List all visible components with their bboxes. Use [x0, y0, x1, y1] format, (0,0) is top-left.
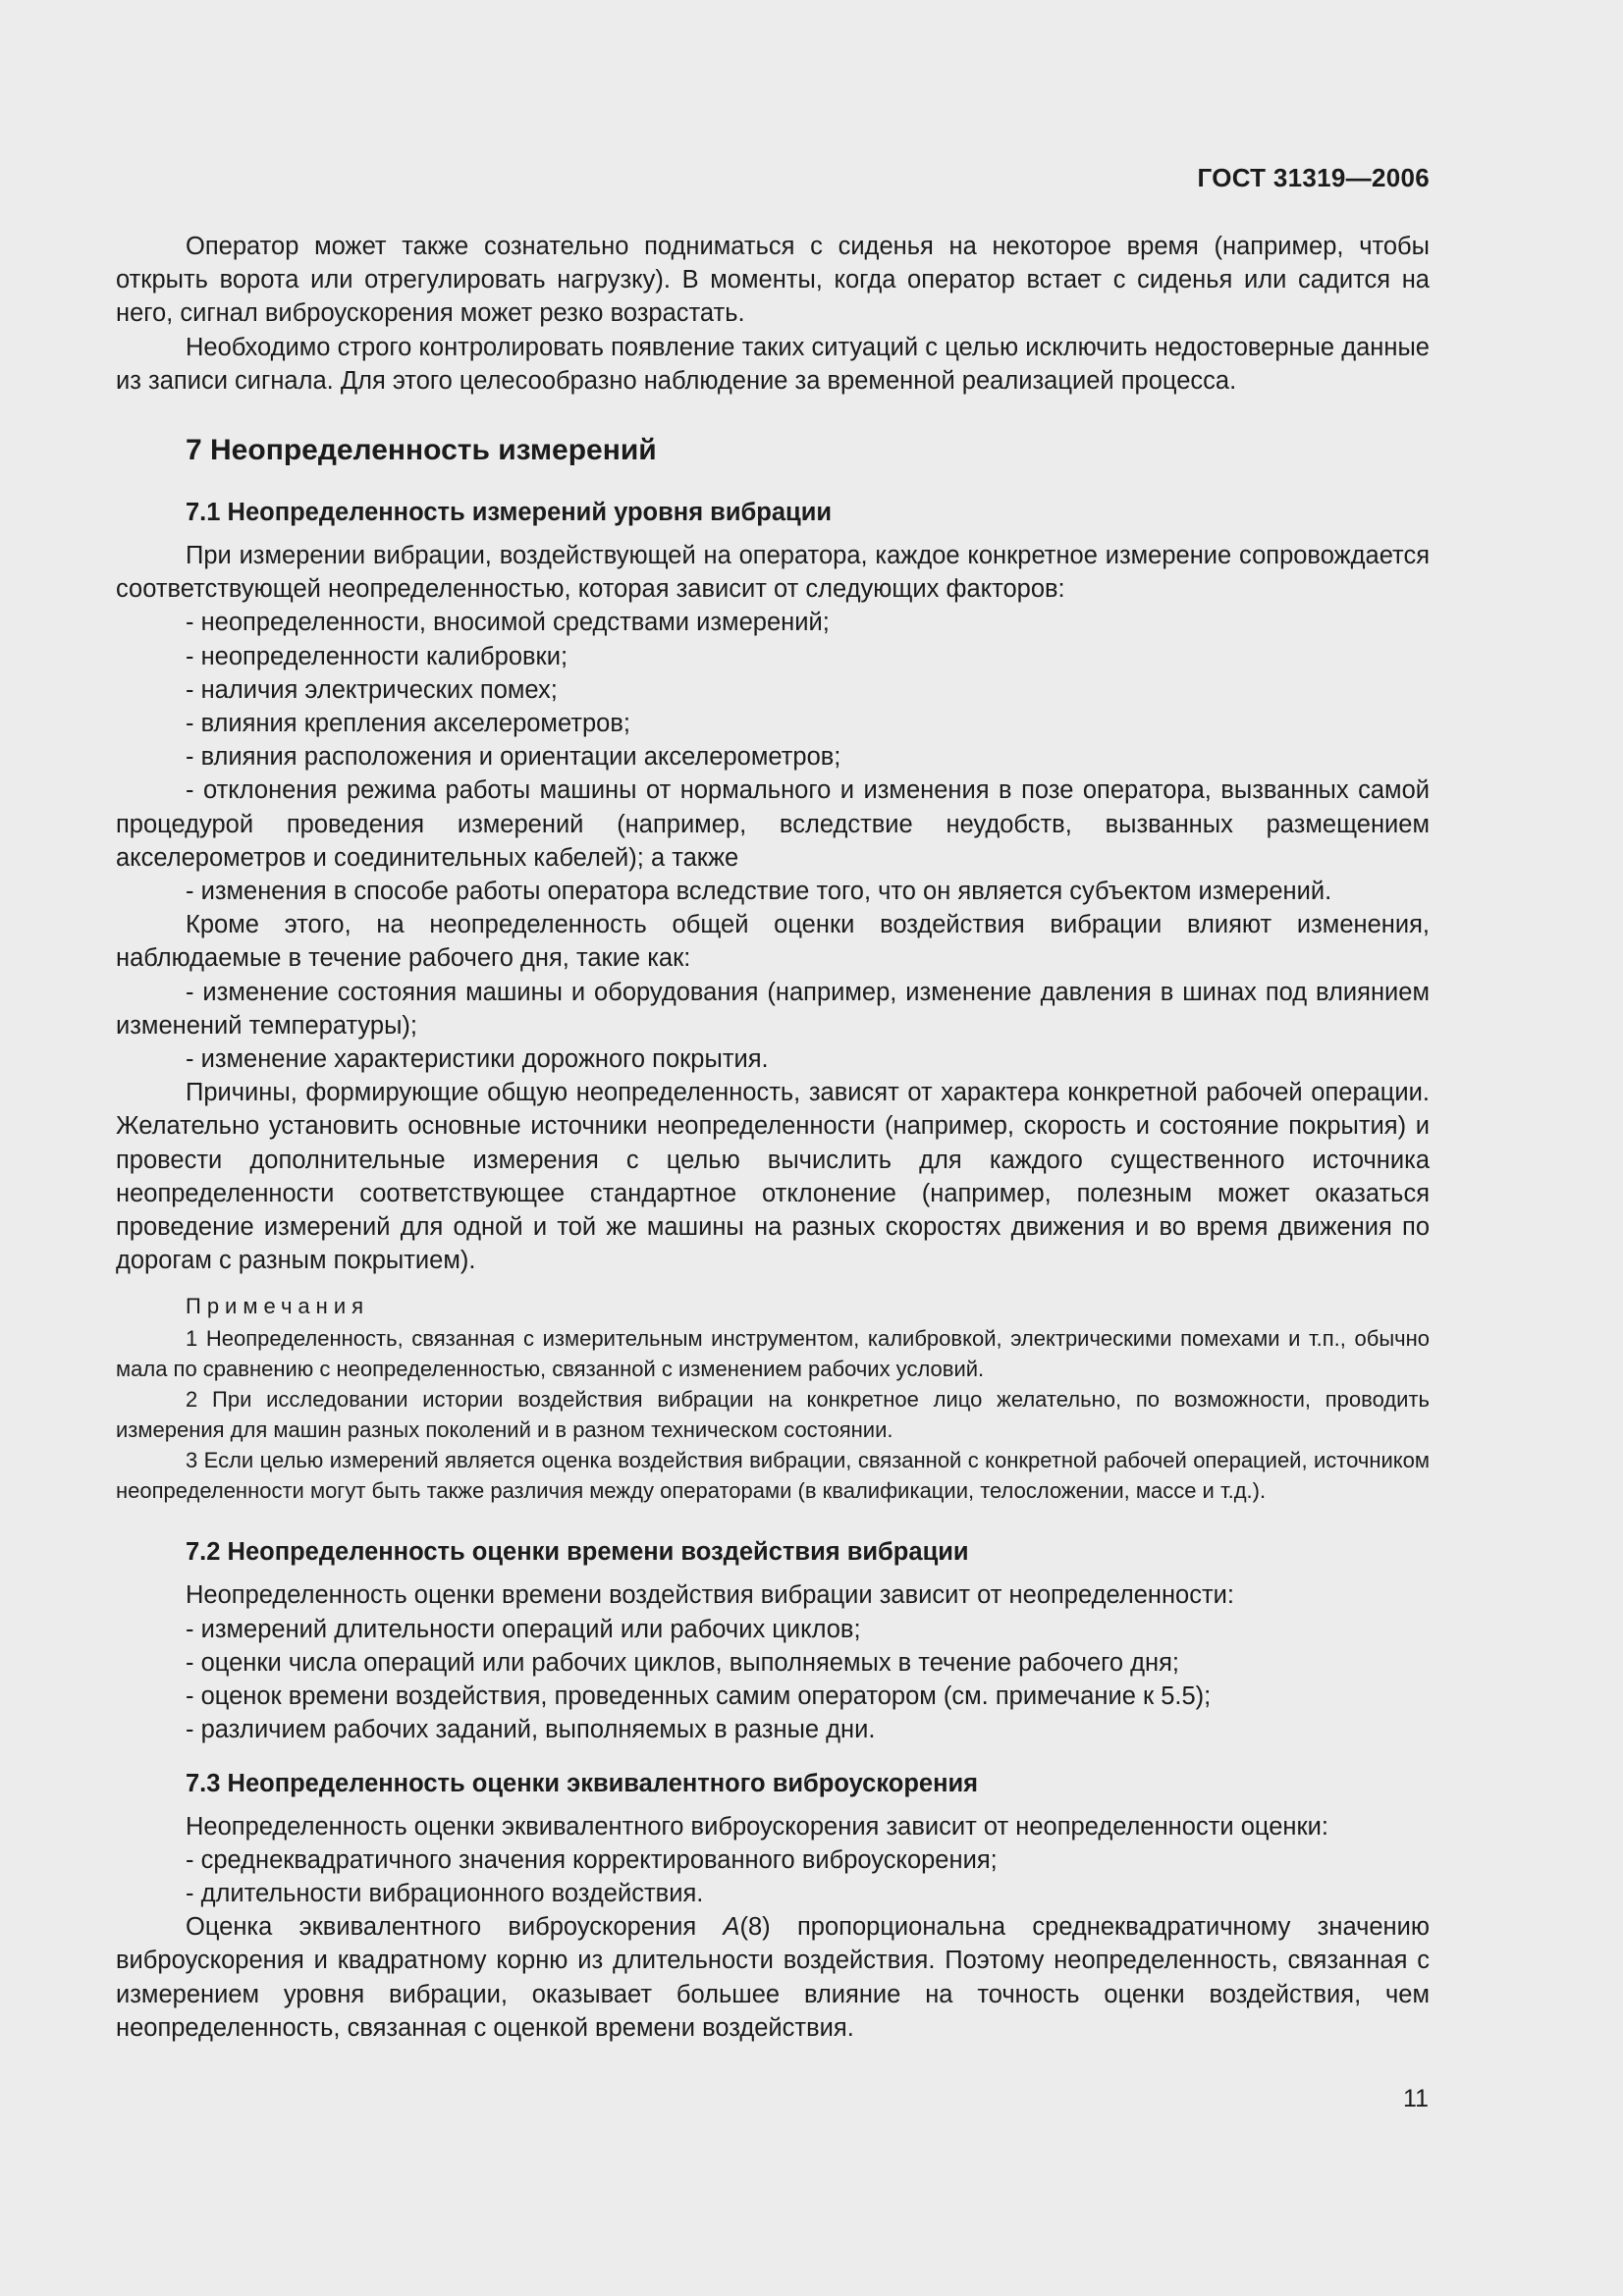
- s73-p2-start: Оценка эквивалентного виброускорения: [186, 1913, 724, 1942]
- s71-list-item: - неопределенности, вносимой средствами измерений;: [186, 609, 830, 637]
- s73-p2-end: (8) пропорциональна среднеквадратичному значению виброускорения и квадратному корню из длительности воздействия. Поэтому неопределенность, связанная с измерением уровня вибрации, оказывает большее влияние на точность оценки воздействия, чем неопределенность, связанная с оценкой времени воздействия.: [116, 1913, 1431, 2042]
- section-7-1-heading: 7.1 Неопределенность измерений уровня вибрации: [186, 499, 833, 527]
- s71-list-item: - наличия электрических помех;: [186, 675, 558, 704]
- s71-paragraph-2: Кроме этого, на неопределенность общей оценки воздействия вибрации влияют изменения, наблюдаемые в течение рабочего дня, такие как:: [116, 911, 1430, 973]
- note-item: 1 Неопределенность, связанная с измерительным инструментом, калибровкой, электрическими помехами и т.п., обычно мала по сравнению с неопределенностью, связанной с изменением рабочих условий.: [116, 1326, 1430, 1382]
- s71-paragraph-3: Причины, формирующие общую неопределенность, зависят от характера конкретной рабочей операции. Желательно установить основные источники неопределенности (например, скорость и состояние покрытия) и провести дополнительные измерения с целью вычислить для каждого существенного источника неопределенности соответствующее стандартное отклонение (например, полезным может оказаться проведение измерений для одной и той же машины на разных скоростях движения и во время движения по дорогам с разным покрытием).: [116, 1079, 1430, 1275]
- notes-header: Примечания: [186, 1294, 370, 1319]
- s72-paragraph-1: Неопределенность оценки времени воздействия вибрации зависит от неопределенности:: [186, 1581, 1234, 1610]
- s72-list-item: - оценок времени воздействия, проведенных самим оператором (см. примечание к 5.5);: [186, 1682, 1212, 1711]
- s71-list-item: - влияния расположения и ориентации акселерометров;: [186, 743, 841, 772]
- s73-list-item: - длительности вибрационного воздействия.: [186, 1879, 704, 1907]
- page-content: [116, 230, 1430, 2045]
- section-7-2-heading: 7.2 Неопределенность оценки времени воздействия вибрации: [186, 1538, 969, 1567]
- note-item: 2 При исследовании истории воздействия вибрации на конкретное лицо желательно, по возможности, проводить измерения для машин разных поколений и в разном техническом состоянии.: [116, 1387, 1430, 1443]
- s72-list-item: - оценки числа операций или рабочих циклов, выполняемых в течение рабочего дня;: [186, 1648, 1180, 1677]
- s73-list-item: - среднеквадратичного значения корректированного виброускорения;: [186, 1845, 998, 1874]
- s71-paragraph-1: При измерении вибрации, воздействующей на оператора, каждое конкретное измерение сопровождается соответствующей неопределенностью, которая зависит от следующих факторов:: [116, 542, 1430, 604]
- document-code: ГОСТ 31319—2006: [1197, 163, 1430, 192]
- variable-a: A: [723, 1913, 740, 1942]
- notes-block: [116, 1291, 1430, 1506]
- s73-paragraph-1: Неопределенность оценки эквивалентного виброускорения зависит от неопределенности оценки:: [186, 1812, 1328, 1841]
- intro-paragraph-1: Оператор может также сознательно подниматься с сиденья на некоторое время (например, чтобы открыть ворота или отрегулировать нагрузку). В моменты, когда оператор встает с сиденья или садится на него, сигнал виброускорения может резко возрастать.: [116, 233, 1430, 328]
- section-7-3-heading: 7.3 Неопределенность оценки эквивалентного виброускорения: [186, 1769, 979, 1797]
- s72-list-item: - различием рабочих заданий, выполняемых в разные дни.: [186, 1716, 876, 1744]
- page-number: 11: [1403, 2085, 1429, 2112]
- note-item: 3 Если целью измерений является оценка воздействия вибрации, связанной с конкретной рабочей операцией, источником неопределенности могут быть также различия между операторами (в квалификации, телосложении, массе и т.д.).: [116, 1448, 1430, 1504]
- s71-list-item: - влияния крепления акселерометров;: [186, 710, 630, 738]
- s71-list-item: - изменение состояния машины и оборудования (например, изменение давления в шинах под влиянием изменений температуры);: [116, 978, 1430, 1040]
- s71-list-item: - отклонения режима работы машины от нормального и изменения в позе оператора, вызванных самой процедурой проведения измерений (например, вследствие неудобств, вызванных размещением акселерометров и соединительных кабелей); а также: [116, 776, 1430, 872]
- s71-list-item: - неопределенности калибровки;: [186, 642, 568, 670]
- s71-list-item: - изменения в способе работы оператора вследствие того, что он является субъектом измерений.: [186, 878, 1332, 906]
- s73-paragraph-2: [116, 1910, 1430, 2045]
- section-7-heading: 7 Неопределенность измерений: [186, 434, 657, 467]
- s72-list-item: - измерений длительности операций или рабочих циклов;: [186, 1615, 861, 1643]
- s71-list-item: - изменение характеристики дорожного покрытия.: [186, 1045, 769, 1074]
- intro-paragraph-2: Необходимо строго контролировать появление таких ситуаций с целью исключить недостоверные данные из записи сигнала. Для этого целесообразно наблюдение за временной реализацией процесса.: [116, 333, 1430, 395]
